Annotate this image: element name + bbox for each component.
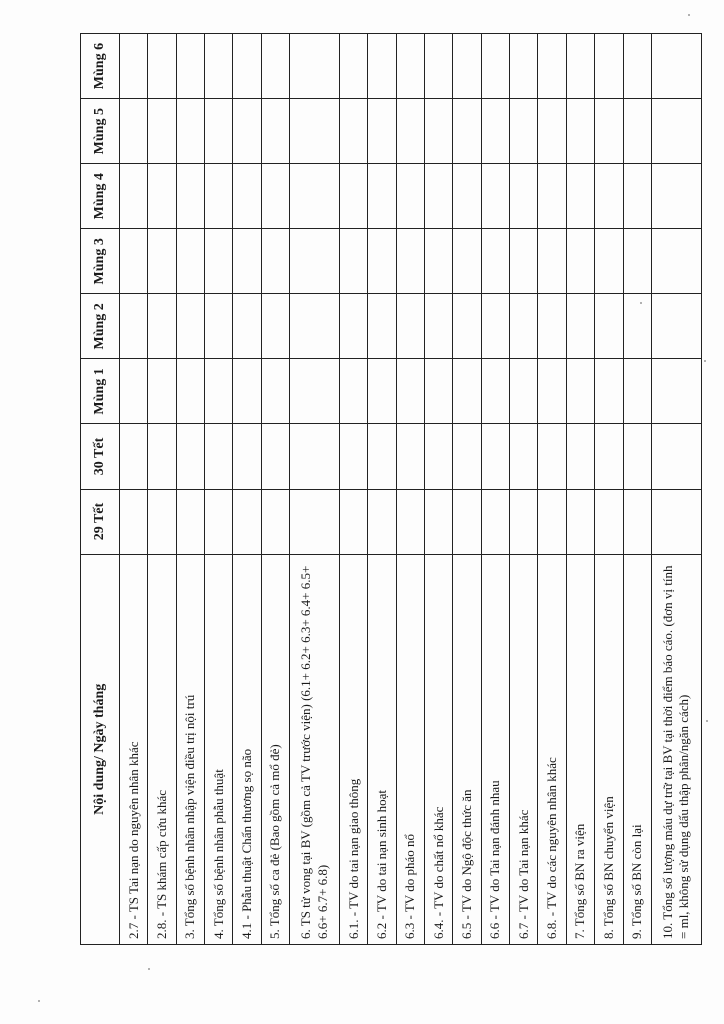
table-cell[interactable] [176, 34, 204, 99]
table-cell[interactable] [623, 424, 651, 489]
row-label: 6.2 - TV do tai nạn sinh hoạt [368, 554, 396, 944]
table-cell[interactable] [425, 99, 453, 164]
row-label: 6.3 - TV do pháo nổ [396, 554, 424, 944]
table-cell[interactable] [290, 294, 340, 359]
table-row [453, 34, 481, 945]
table-cell[interactable] [453, 359, 481, 424]
row-label: 2.7 - TS Tai nạn do nguyên nhân khác [120, 554, 148, 944]
table-cell[interactable] [261, 489, 289, 554]
table-cell[interactable] [205, 489, 233, 554]
table-cell[interactable] [205, 99, 233, 164]
table-cell[interactable] [481, 164, 509, 229]
report-table [80, 33, 702, 945]
table-cell[interactable] [205, 359, 233, 424]
table-cell[interactable] [290, 359, 340, 424]
table-cell[interactable] [510, 34, 538, 99]
table-cell[interactable] [290, 229, 340, 294]
table-cell[interactable] [233, 489, 261, 554]
table-cell[interactable] [120, 489, 148, 554]
table-cell[interactable] [651, 294, 701, 359]
table-cell[interactable] [510, 229, 538, 294]
table-cell[interactable] [148, 164, 176, 229]
table-cell[interactable] [290, 489, 340, 554]
table-cell[interactable] [368, 164, 396, 229]
table-cell[interactable] [120, 99, 148, 164]
table-cell[interactable] [623, 34, 651, 99]
table-row [261, 34, 289, 945]
table-cell[interactable] [261, 294, 289, 359]
table-cell[interactable] [595, 164, 623, 229]
table-cell[interactable] [261, 164, 289, 229]
table-cell[interactable] [233, 294, 261, 359]
table-cell[interactable] [176, 489, 204, 554]
row-label: 6.6 - TV do Tai nạn đánh nhau [481, 554, 509, 944]
table-cell[interactable] [623, 229, 651, 294]
table-row [623, 34, 651, 945]
table-cell[interactable] [651, 229, 701, 294]
table-cell[interactable] [425, 424, 453, 489]
table-cell[interactable] [261, 359, 289, 424]
table-cell[interactable] [176, 294, 204, 359]
row-label: 9. Tổng số BN còn lại [623, 554, 651, 944]
table-cell[interactable] [510, 99, 538, 164]
header-row [81, 34, 120, 945]
table-row [481, 34, 509, 945]
table-cell[interactable] [368, 359, 396, 424]
table-cell[interactable] [566, 424, 594, 489]
table-cell[interactable] [623, 164, 651, 229]
table-row [205, 34, 233, 945]
table-cell[interactable] [538, 294, 566, 359]
table-cell[interactable] [538, 164, 566, 229]
table-row [538, 34, 566, 945]
table-cell[interactable] [481, 294, 509, 359]
table-cell[interactable] [340, 164, 368, 229]
row-label: 6.7 - TV do Tai nạn khác [510, 554, 538, 944]
table-cell[interactable] [425, 229, 453, 294]
table-cell[interactable] [396, 99, 424, 164]
table-row [368, 34, 396, 945]
table-cell[interactable] [176, 99, 204, 164]
table-cell[interactable] [340, 489, 368, 554]
table-cell[interactable] [396, 359, 424, 424]
header-day: 29 Tết [81, 489, 120, 554]
table-cell[interactable] [176, 164, 204, 229]
table-cell[interactable] [453, 424, 481, 489]
table-cell[interactable] [120, 34, 148, 99]
table-body [120, 34, 702, 945]
table-cell[interactable] [595, 359, 623, 424]
table-cell[interactable] [290, 99, 340, 164]
row-label: 6. TS tử vong tại BV (gồm cả TV trước viện) (6.1+ 6.2+ 6.3+ 6.4+ 6.5+ 6.6+ 6.7+ 6.8) [290, 554, 340, 944]
table-cell[interactable] [368, 294, 396, 359]
table-cell[interactable] [510, 359, 538, 424]
row-label: 4. Tổng số bệnh nhân phẫu thuật [205, 554, 233, 944]
table-cell[interactable] [261, 99, 289, 164]
table-cell[interactable] [595, 294, 623, 359]
table-cell[interactable] [425, 34, 453, 99]
table-cell[interactable] [510, 294, 538, 359]
table-cell[interactable] [595, 34, 623, 99]
table-cell[interactable] [651, 359, 701, 424]
table-cell[interactable] [233, 359, 261, 424]
table-cell[interactable] [396, 164, 424, 229]
table-cell[interactable] [651, 34, 701, 99]
table-cell[interactable] [205, 294, 233, 359]
table-cell[interactable] [396, 229, 424, 294]
table-cell[interactable] [340, 34, 368, 99]
rotated-table-container [80, 33, 702, 945]
table-cell[interactable] [120, 294, 148, 359]
table-cell[interactable] [651, 424, 701, 489]
table-cell[interactable] [261, 229, 289, 294]
table-cell[interactable] [340, 424, 368, 489]
table-cell[interactable] [205, 34, 233, 99]
table-cell[interactable] [261, 34, 289, 99]
table-cell[interactable] [510, 424, 538, 489]
row-label: 6.4. - TV do chất nổ khác [425, 554, 453, 944]
row-label: 6.5 - TV do Ngộ độc thức ăn [453, 554, 481, 944]
table-cell[interactable] [595, 99, 623, 164]
table-cell[interactable] [538, 34, 566, 99]
table-cell[interactable] [205, 164, 233, 229]
row-label: 10. Tổng số lượng máu dự trữ tại BV tại thời điểm báo cáo. (đơn vị tính = ml, không sử dụng dấu thập phân/ngăn cách) [651, 554, 701, 944]
table-cell[interactable] [481, 359, 509, 424]
table-cell[interactable] [148, 294, 176, 359]
header-day: Mùng 4 [81, 164, 120, 229]
table-cell[interactable] [510, 489, 538, 554]
table-cell[interactable] [233, 164, 261, 229]
table-cell[interactable] [453, 99, 481, 164]
header-day: Mùng 1 [81, 359, 120, 424]
table-cell[interactable] [538, 99, 566, 164]
table-cell[interactable] [120, 164, 148, 229]
table-cell[interactable] [233, 34, 261, 99]
row-label: 3. Tổng số bệnh nhân nhập viện điều trị nội trú [176, 554, 204, 944]
table-row [651, 34, 701, 945]
table-cell[interactable] [566, 229, 594, 294]
table-cell[interactable] [368, 424, 396, 489]
row-label: 7. Tổng số BN ra viện [566, 554, 594, 944]
table-cell[interactable] [340, 229, 368, 294]
row-label: 6.8. - TV do các nguyên nhân khác [538, 554, 566, 944]
table-cell[interactable] [148, 34, 176, 99]
table-row [176, 34, 204, 945]
table-cell[interactable] [176, 424, 204, 489]
table-cell[interactable] [233, 229, 261, 294]
table-row [396, 34, 424, 945]
table-cell[interactable] [651, 489, 701, 554]
table-cell[interactable] [148, 489, 176, 554]
table-cell[interactable] [453, 34, 481, 99]
table-cell[interactable] [453, 164, 481, 229]
table-cell[interactable] [538, 489, 566, 554]
table-cell[interactable] [233, 424, 261, 489]
table-row [425, 34, 453, 945]
table-cell[interactable] [425, 489, 453, 554]
header-day: Mùng 3 [81, 229, 120, 294]
table-cell[interactable] [538, 359, 566, 424]
table-cell[interactable] [623, 489, 651, 554]
table-cell[interactable] [481, 99, 509, 164]
table-row [120, 34, 148, 945]
table-cell[interactable] [481, 229, 509, 294]
table-cell[interactable] [453, 294, 481, 359]
table-cell[interactable] [290, 424, 340, 489]
table-cell[interactable] [566, 294, 594, 359]
table-cell[interactable] [368, 34, 396, 99]
table-cell[interactable] [623, 294, 651, 359]
table-cell[interactable] [538, 424, 566, 489]
table-row [510, 34, 538, 945]
header-day: Mùng 2 [81, 294, 120, 359]
row-label: 8. Tổng số BN chuyển viện [595, 554, 623, 944]
table-row [148, 34, 176, 945]
table-cell[interactable] [176, 359, 204, 424]
table-cell[interactable] [510, 164, 538, 229]
header-day: Mùng 6 [81, 34, 120, 99]
row-label: 6.1. - TV do tai nạn giao thông [340, 554, 368, 944]
table-cell[interactable] [595, 229, 623, 294]
table-cell[interactable] [148, 424, 176, 489]
row-label: 5. Tổng số ca đẻ (Bao gồm cả mổ đẻ) [261, 554, 289, 944]
table-cell[interactable] [651, 164, 701, 229]
table-cell[interactable] [623, 359, 651, 424]
table-row [595, 34, 623, 945]
table-cell[interactable] [233, 99, 261, 164]
table-cell[interactable] [481, 424, 509, 489]
table-cell[interactable] [290, 34, 340, 99]
table-cell[interactable] [595, 424, 623, 489]
table-cell[interactable] [368, 229, 396, 294]
table-cell[interactable] [368, 99, 396, 164]
table-cell[interactable] [148, 99, 176, 164]
table-cell[interactable] [538, 229, 566, 294]
table-cell[interactable] [148, 359, 176, 424]
table-cell[interactable] [176, 229, 204, 294]
table-cell[interactable] [595, 489, 623, 554]
table-cell[interactable] [396, 489, 424, 554]
table-cell[interactable] [453, 489, 481, 554]
table-cell[interactable] [120, 229, 148, 294]
table-cell[interactable] [340, 359, 368, 424]
row-label: 4.1 - Phẫu thuật Chấn thương sọ não [233, 554, 261, 944]
table-cell[interactable] [340, 294, 368, 359]
table-cell[interactable] [340, 99, 368, 164]
table-row [340, 34, 368, 945]
table-cell[interactable] [368, 489, 396, 554]
table-cell[interactable] [205, 229, 233, 294]
header-day: Mùng 5 [81, 99, 120, 164]
table-row [233, 34, 261, 945]
table-cell[interactable] [261, 424, 289, 489]
table-cell[interactable] [566, 34, 594, 99]
table-cell[interactable] [566, 99, 594, 164]
table-cell[interactable] [425, 294, 453, 359]
table-cell[interactable] [425, 359, 453, 424]
table-cell[interactable] [290, 164, 340, 229]
table-cell[interactable] [566, 359, 594, 424]
table-cell[interactable] [453, 229, 481, 294]
table-cell[interactable] [120, 359, 148, 424]
table-cell[interactable] [651, 99, 701, 164]
table-cell[interactable] [396, 424, 424, 489]
table-cell[interactable] [481, 489, 509, 554]
header-day: 30 Tết [81, 424, 120, 489]
table-cell[interactable] [623, 99, 651, 164]
table-cell[interactable] [205, 424, 233, 489]
table-cell[interactable] [120, 424, 148, 489]
table-row [290, 34, 340, 945]
table-cell[interactable] [396, 34, 424, 99]
table-cell[interactable] [148, 229, 176, 294]
table-cell[interactable] [481, 34, 509, 99]
table-cell[interactable] [566, 164, 594, 229]
table-cell[interactable] [566, 489, 594, 554]
table-cell[interactable] [396, 294, 424, 359]
row-label: 2.8. - TS khám cấp cứu khác [148, 554, 176, 944]
table-row [566, 34, 594, 945]
table-cell[interactable] [425, 164, 453, 229]
header-label: Nội dung/ Ngày tháng [81, 554, 120, 944]
